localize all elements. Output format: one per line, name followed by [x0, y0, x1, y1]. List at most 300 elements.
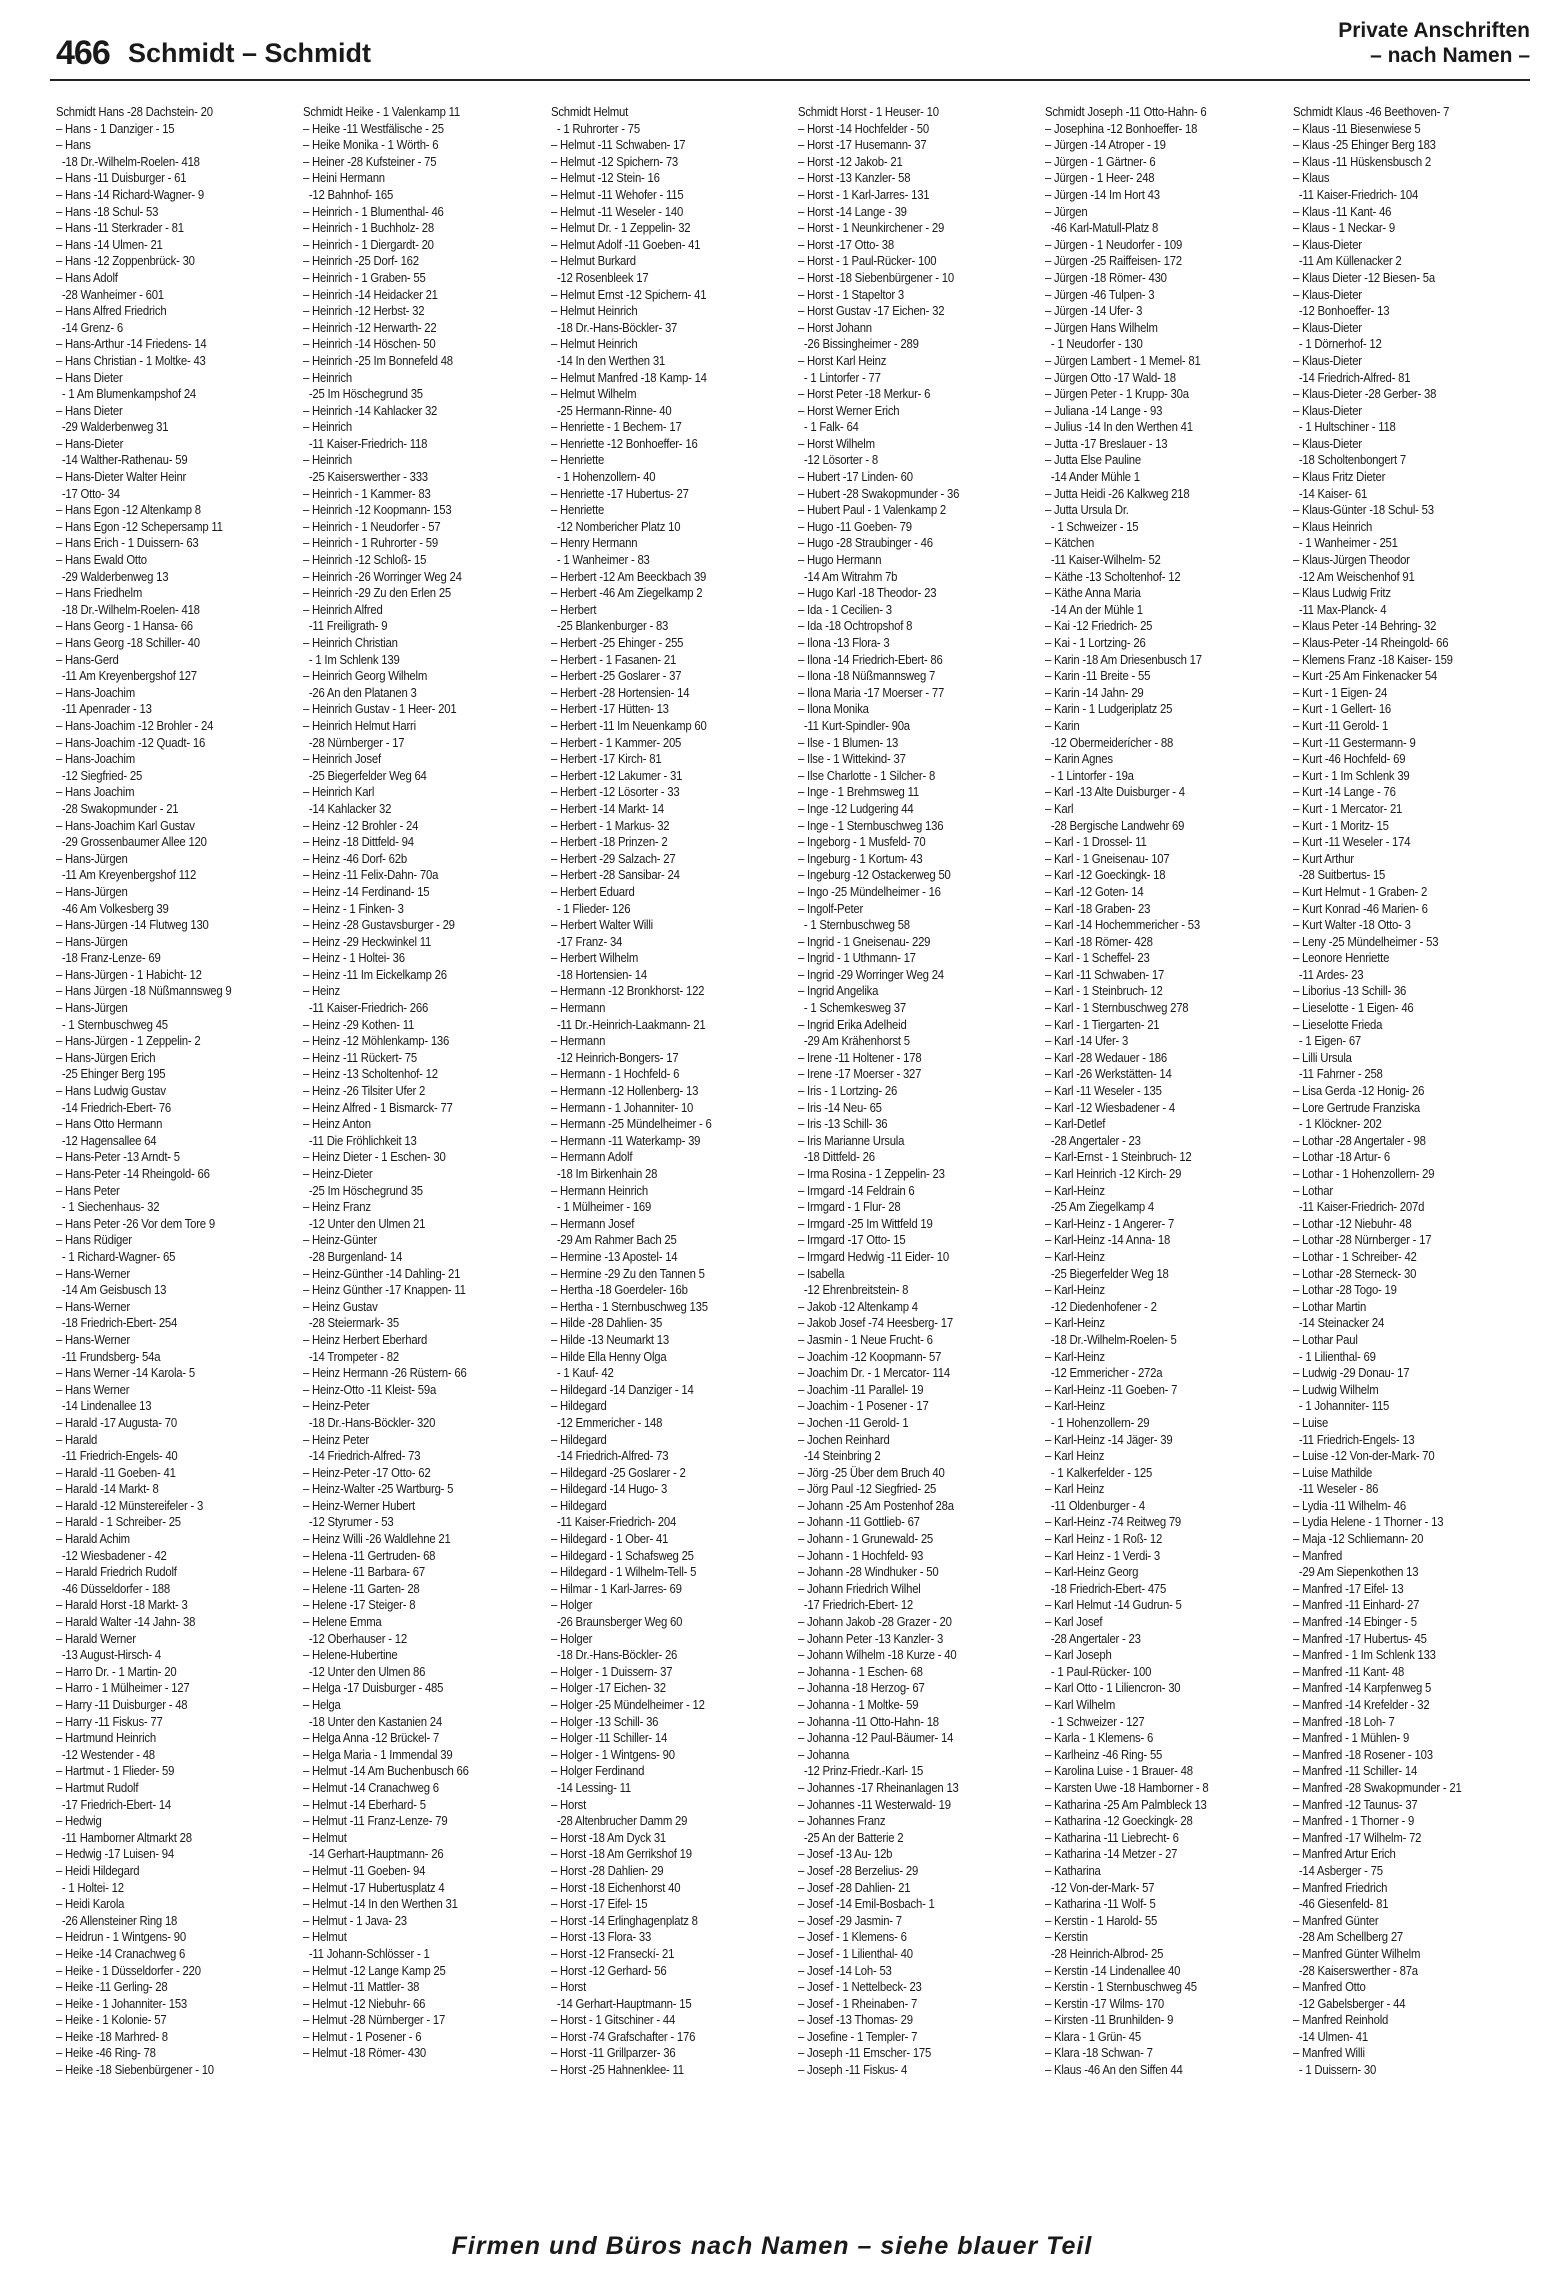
directory-column: [798, 104, 1037, 2184]
directory-entry: – Kurt - 1 Mercator- 21: [1292, 800, 1402, 816]
directory-entry: – Johanna -11 Otto-Hahn- 18: [797, 1713, 939, 1729]
directory-entry: – Katharina -14 Metzer - 27: [1045, 1846, 1178, 1862]
directory-entry: – Ingrid Angelika: [797, 983, 879, 999]
directory-entry: – Hedwig: [56, 1813, 102, 1829]
directory-entry: – Manfred -17 Eifel- 13: [1292, 1580, 1404, 1596]
directory-entry: – Klaus -11 Kant- 46: [1292, 203, 1391, 219]
directory-entry: – Heinz-Peter: [303, 1398, 370, 1414]
directory-entry: -28 Steiermark- 35: [303, 1315, 400, 1331]
directory-entry: – Hans Werner -14 Karola- 5: [56, 1365, 195, 1381]
directory-entry: – Maja -12 Schliemann- 20: [1292, 1531, 1423, 1547]
directory-entry: – Holger - 1 Wintgens- 90: [550, 1746, 675, 1762]
directory-entry: -11 Max-Planck- 4: [1292, 601, 1387, 617]
directory-entry: – Henriette: [550, 452, 604, 468]
directory-entry: -11 Dr.-Heinrich-Laakmann- 21: [550, 1016, 706, 1032]
directory-entry: – Karl -11 Weseler - 135: [1045, 1083, 1163, 1099]
directory-entry: - 1 Lilienthal- 69: [1292, 1348, 1376, 1364]
directory-entry: – Klaus Ludwig Fritz: [1292, 585, 1391, 601]
directory-entry: – Horst -14 Erlinghagenplatz 8: [550, 1912, 698, 1928]
directory-entry: – Karl-Detlef: [1045, 1116, 1106, 1132]
directory-entry: - 1 Sternbuschweg 58: [797, 917, 910, 933]
directory-entry: – Herbert Eduard: [550, 883, 635, 899]
directory-entry: – Hans Rüdiger: [56, 1232, 132, 1248]
directory-entry: -12 Westender - 48: [56, 1746, 155, 1762]
directory-entry: – Jürgen Lambert - 1 Memel- 81: [1045, 352, 1201, 368]
directory-entry: – Jürgen - 1 Gärtner- 6: [1045, 153, 1156, 169]
directory-entry: – Jochen Reinhard: [797, 1431, 890, 1447]
directory-entry: – Inge - 1 Brehmsweg 11: [797, 784, 919, 800]
directory-entry: – Heini Hermann: [303, 170, 386, 186]
directory-entry: -18 Im Birkenhain 28: [550, 1166, 657, 1181]
directory-entry: – Johann -28 Windhuker - 50: [797, 1564, 939, 1580]
directory-entry: – Harald - 1 Schreiber- 25: [56, 1514, 181, 1530]
directory-entry: -12 Emmericher - 148: [550, 1414, 662, 1430]
directory-entry: – Harald -17 Augusta- 70: [56, 1414, 177, 1430]
directory-entry: – Lieselotte - 1 Eigen- 46: [1292, 1000, 1414, 1016]
directory-entry: - 1 Klöckner- 202: [1292, 1116, 1382, 1132]
directory-entry: – Lore Gertrude Franziska: [1292, 1099, 1420, 1115]
directory-entry: – Ida - 1 Cecilien- 3: [797, 601, 892, 617]
directory-entry: – Kai - 1 Lortzing- 26: [1045, 635, 1146, 650]
directory-entry: – Harro Dr. - 1 Martin- 20: [56, 1663, 177, 1679]
directory-entry: – Heinrich - 1 Buchholz- 28: [303, 220, 435, 236]
directory-entry: - 1 Duissern- 30: [1292, 2062, 1376, 2078]
directory-entry: – Horst Karl Heinz: [797, 352, 887, 368]
directory-entry: – Irmgard - 1 Flur- 28: [797, 1199, 901, 1215]
directory-entry: -18 Friedrich-Ebert- 475: [1045, 1580, 1167, 1596]
directory-entry: – Horst -11 Grillparzer- 36: [550, 2045, 676, 2061]
directory-entry: – Hans Adolf: [56, 269, 118, 285]
directory-entry: – Heinz Herbert Eberhard: [303, 1331, 428, 1347]
directory-entry: – Karl - 1 Scheffel- 23: [1045, 950, 1150, 966]
directory-entry: – Ilona -18 Nüßmannsweg 7: [797, 668, 936, 684]
directory-entry: -28 Swakopmunder - 21: [56, 800, 179, 816]
directory-entry: -14 Grenz- 6: [56, 319, 123, 335]
directory-entry: – Heinz - 1 Finken- 3: [303, 900, 405, 916]
directory-entry: -14 An der Mühle 1: [1045, 601, 1144, 617]
directory-entry: – Helmut -12 Lange Kamp 25: [303, 1962, 446, 1978]
directory-entry: – Heinz-Dieter: [303, 1166, 373, 1181]
directory-entry: – Ludwig Wilhelm: [1292, 1381, 1379, 1397]
directory-entry: -29 Am Krähenhorst 5: [797, 1033, 910, 1049]
directory-entry: -11 Kaiser-Friedrich- 266: [303, 1000, 429, 1016]
directory-entry: – Helene -11 Garten- 28: [303, 1580, 420, 1596]
directory-entry: -12 Diedenhofener - 2: [1045, 1298, 1158, 1314]
directory-entry: – Hans-Jürgen Erich: [56, 1049, 156, 1065]
directory-entry: – Helmut - 1 Java- 23: [303, 1912, 408, 1928]
directory-entry: – Käthe Anna Maria: [1045, 585, 1142, 601]
directory-entry: – Heike - 1 Düsseldorfer - 220: [56, 1962, 201, 1978]
directory-entry: – Johanna - 1 Eschen- 68: [797, 1663, 923, 1679]
directory-entry: – Heidi Karola: [56, 1896, 125, 1912]
directory-entry: – Kurt -11 Weseler - 174: [1292, 834, 1410, 850]
directory-entry: – Hans Georg - 1 Hansa- 66: [56, 618, 193, 634]
directory-entry: – Horst -13 Kanzler- 58: [797, 170, 911, 186]
directory-entry: -28 Nürnberger - 17: [303, 734, 405, 750]
directory-entry: – Helmut -14 In den Werthen 31: [303, 1896, 459, 1912]
directory-entry: – Heinrich: [303, 452, 353, 468]
directory-entry: – Johanna: [797, 1746, 850, 1762]
directory-entry: -14 Friedrich-Alfred- 73: [550, 1448, 668, 1464]
directory-entry: -18 Dr.-Wilhelm-Roelen- 418: [56, 601, 200, 617]
directory-entry: – Hartmut - 1 Flieder- 59: [56, 1763, 175, 1779]
directory-entry: – Karl -18 Römer- 428: [1045, 933, 1154, 949]
directory-entry: – Herbert -12 Lösorter - 33: [550, 784, 680, 800]
directory-entry: – Karl-Heinz -14 Jäger- 39: [1045, 1431, 1173, 1447]
directory-entry: -11 Kurt-Spindler- 90a: [797, 717, 910, 733]
directory-entry: – Hilde Ella Henny Olga: [550, 1348, 667, 1364]
directory-entry: – Klaus-Dieter: [1292, 352, 1362, 368]
directory-entry: – Holger -13 Schill- 36: [550, 1713, 658, 1729]
directory-entry: – Heinz-Werner Hubert: [303, 1497, 416, 1513]
directory-entry: - 1 Hultschiner - 118: [1292, 419, 1396, 435]
directory-column: [56, 104, 295, 2184]
directory-entry: – Josef -13 Au- 12b: [797, 1846, 893, 1862]
directory-entry: – Holger -25 Mündelheimer - 12: [550, 1697, 705, 1712]
directory-entry: – Heiner -28 Kufsteiner - 75: [303, 153, 437, 169]
directory-entry: – Hans Friedhelm: [56, 585, 143, 601]
directory-entry: – Ingrid -29 Worringer Weg 24: [797, 966, 944, 982]
directory-entry: – Henry Hermann: [550, 535, 637, 551]
directory-entry: – Jochen -11 Gerold- 1: [797, 1414, 909, 1430]
directory-entry: – Manfred -11 Schiller- 14: [1292, 1763, 1417, 1779]
directory-entry: – Heinrich -25 Im Bonnefeld 48: [303, 352, 454, 368]
directory-entry: - 1 Paul-Rücker- 100: [1045, 1663, 1152, 1679]
directory-entry: – Hildegard: [550, 1497, 607, 1513]
directory-entry: -12 Unter den Ulmen 21: [303, 1215, 426, 1231]
directory-entry: – Heinrich - 1 Ruhrorter - 59: [303, 535, 439, 551]
directory-entry: – Josef -14 Loh- 53: [797, 1962, 892, 1978]
directory-entry: – Heike -11 Gerling- 28: [56, 1979, 168, 1995]
directory-entry: – Klaus -46 An den Siffen 44: [1045, 2062, 1183, 2078]
directory-entry: – Hans -14 Ulmen- 21: [56, 236, 163, 252]
directory-entry: -11 Friedrich-Engels- 40: [56, 1448, 178, 1464]
directory-entry: – Jürgen -46 Tulpen- 3: [1045, 286, 1155, 302]
directory-entry: - 1 Dörnerhof- 12: [1292, 336, 1382, 352]
directory-entry: – Hartmut Rudolf: [56, 1779, 139, 1795]
directory-entry: -28 Am Schellberg 27: [1292, 1929, 1403, 1945]
directory-entry: -14 Trompeter - 82: [303, 1348, 400, 1364]
directory-entry: – Kurt - 1 Im Schlenk 39: [1292, 767, 1410, 783]
directory-entry: – Heinz Alfred - 1 Bismarck- 77: [303, 1099, 453, 1115]
directory-entry: – Karl Josef: [1045, 1614, 1103, 1630]
directory-entry: – Josef - 1 Rheinaben- 7: [797, 1995, 918, 2011]
directory-entry: – Kurt - 1 Moritz- 15: [1292, 817, 1389, 833]
section-title-line2: – nach Namen –: [1370, 44, 1530, 67]
directory-entry: – Hermann -11 Waterkamp- 39: [550, 1132, 700, 1148]
directory-entry: -11 Am Kreyenbergshof 127: [56, 668, 197, 684]
directory-entry: – Karl-Heinz Georg: [1045, 1564, 1139, 1580]
directory-entry: – Jürgen Otto -17 Wald- 18: [1045, 369, 1177, 385]
directory-entry: – Klaus-Dieter: [1292, 286, 1362, 302]
directory-entry: -29 Walderbenweg 13: [56, 568, 169, 584]
directory-entry: -14 Gerhart-Hauptmann- 15: [550, 1995, 692, 2011]
directory-entry: – Horst Wilhelm: [797, 435, 875, 451]
directory-entry: – Hans Joachim: [56, 784, 135, 800]
directory-entry: – Johann Jakob -28 Grazer - 20: [797, 1614, 952, 1630]
directory-entry: – Herbert: [550, 601, 597, 617]
directory-entry: – Horst -17 Otto- 38: [797, 236, 894, 252]
directory-entry: – Hans-Gerd: [56, 651, 119, 667]
directory-entry: – Helene -17 Steiger- 8: [303, 1597, 416, 1613]
directory-entry: – Hans -18 Schul- 53: [56, 203, 159, 219]
directory-entry: – Heinz Willi -26 Waldlehne 21: [303, 1531, 451, 1547]
directory-entry: – Johannes -17 Rheinanlagen 13: [797, 1779, 959, 1795]
directory-entry: – Horst -18 Am Gerrikshof 19: [550, 1846, 692, 1862]
directory-entry: – Hans-Peter -14 Rheingold- 66: [56, 1166, 210, 1181]
directory-entry: -11 Oldenburger - 4: [1045, 1497, 1146, 1513]
directory-entry: -17 Franz- 34: [550, 933, 622, 949]
directory-entry: -18 Unter den Kastanien 24: [303, 1713, 443, 1729]
directory-entry: – Klaus -11 Hüskensbusch 2: [1292, 153, 1431, 169]
directory-entry: – Isabella: [797, 1265, 845, 1281]
directory-entry: – Hans - 1 Danziger - 15: [56, 120, 175, 136]
directory-entry: – Herbert - 1 Fasanen- 21: [550, 651, 676, 667]
directory-entry: -11 Hamborner Altmarkt 28: [56, 1829, 192, 1845]
directory-entry: – Karl-Heinz: [1045, 1398, 1106, 1414]
directory-entry: – Horst -18 Am Dyck 31: [550, 1829, 666, 1845]
directory-entry: - 1 Richard-Wagner- 65: [56, 1248, 176, 1264]
directory-entry: – Hans-Dieter Walter Heinr: [56, 469, 187, 485]
directory-entry: – Jasmin - 1 Neue Frucht- 6: [797, 1331, 933, 1347]
directory-entry: – Manfred - 1 Thorner - 9: [1292, 1813, 1414, 1829]
directory-entry: -11 Apenrader - 13: [56, 701, 152, 717]
directory-entry: – Hans-Jürgen - 1 Zeppelin- 2: [56, 1033, 201, 1049]
directory-entry: – Herbert - 1 Markus- 32: [550, 817, 670, 833]
directory-entry: – Karl-Ernst - 1 Steinbruch- 12: [1045, 1149, 1192, 1165]
directory-entry: – Manfred Günter Wilhelm: [1292, 1945, 1420, 1961]
directory-entry: – Heinz Gustav: [303, 1298, 378, 1314]
directory-entry: – Karl Heinz - 1 Roß- 12: [1045, 1531, 1163, 1547]
directory-entry: – Helmut Heinrich: [550, 336, 638, 352]
directory-entry: – Kurt - 1 Gellert- 16: [1292, 701, 1391, 717]
directory-entry: – Klaus Peter -14 Behring- 32: [1292, 618, 1436, 634]
directory-entry: – Hans Christian - 1 Moltke- 43: [56, 352, 206, 368]
directory-entry: – Heinz -29 Heckwinkel 11: [303, 933, 432, 949]
directory-entry: – Ingo -25 Mündelheimer - 16: [797, 883, 941, 899]
directory-entry: – Hubert -17 Linden- 60: [797, 469, 913, 485]
directory-entry: – Kurt Walter -18 Otto- 3: [1292, 917, 1411, 933]
directory-entry: -14 Kahlacker 32: [303, 800, 392, 816]
directory-entry: -18 Dr.-Wilhelm-Roelen- 5: [1045, 1331, 1177, 1347]
directory-entry: – Hans Alfred Friedrich: [56, 303, 167, 319]
directory-entry: – Horst - 1 Stapeltor 3: [797, 286, 904, 302]
directory-entry: – Hans Peter -26 Vor dem Tore 9: [56, 1215, 215, 1231]
directory-entry: – Klaus-Günter -18 Schul- 53: [1292, 502, 1434, 518]
directory-entry: – Horst: [550, 1796, 586, 1812]
directory-entry: – Horst: [550, 1979, 586, 1995]
directory-entry: - 1 Im Schlenk 139: [303, 651, 400, 667]
directory-entry: -12 Siegfried- 25: [56, 767, 143, 783]
directory-entry: – Horst - 1 Paul-Rücker- 100: [797, 253, 937, 269]
directory-entry: – Hermine -13 Apostel- 14: [550, 1248, 678, 1264]
directory-entry: – Manfred -14 Ebinger - 5: [1292, 1614, 1417, 1630]
section-title-line1: Private Anschriften: [1338, 19, 1530, 42]
directory-entry: – Klaus - 1 Neckar- 9: [1292, 220, 1395, 236]
directory-entry: – Hartmund Heinrich: [56, 1730, 156, 1746]
directory-columns: [56, 104, 1532, 2184]
directory-entry: – Karl -12 Goeckingk- 18: [1045, 867, 1166, 883]
directory-entry: -12 Oberhauser - 12: [303, 1630, 408, 1646]
directory-entry: – Heidrun - 1 Wintgens- 90: [56, 1929, 186, 1945]
directory-entry: – Lothar - 1 Hohenzollern- 29: [1292, 1166, 1434, 1181]
directory-entry: – Herbert -28 Sansibar- 24: [550, 867, 680, 883]
directory-entry: – Ingeborg - 1 Musfeld- 70: [797, 834, 926, 850]
directory-entry: – Josef -29 Jasmin- 7: [797, 1912, 902, 1928]
directory-entry: – Hermann - 1 Johanniter- 10: [550, 1099, 693, 1115]
directory-entry: – Helene-Hubertine: [303, 1647, 398, 1663]
directory-entry: – Karin - 1 Ludgeriplatz 25: [1045, 701, 1173, 717]
directory-entry: – Heinz -29 Kothen- 11: [303, 1016, 415, 1032]
directory-entry: – Karl-Heinz -74 Reitweg 79: [1045, 1514, 1182, 1530]
directory-entry: Schmidt Hans -28 Dachstein- 20: [56, 104, 213, 119]
directory-entry: -17 Friedrich-Ebert- 14: [56, 1796, 172, 1812]
directory-entry: – Helmut Adolf -11 Goeben- 41: [550, 236, 700, 252]
directory-entry: – Hans Peter: [56, 1182, 120, 1198]
directory-entry: -28 Altenbrucher Damm 29: [550, 1813, 687, 1829]
directory-entry: – Jürgen - 1 Neudorfer - 109: [1045, 236, 1183, 252]
directory-entry: – Josef - 1 Nettelbeck- 23: [797, 1979, 922, 1995]
directory-entry: – Irmgard -25 Im Wittfeld 19: [797, 1215, 933, 1231]
directory-entry: -18 Dr.-Hans-Böckler- 26: [550, 1647, 677, 1663]
directory-entry: – Heinz -11 Rückert- 75: [303, 1049, 418, 1065]
directory-entry: – Heinrich -25 Dorf- 162: [303, 253, 420, 269]
directory-entry: – Helmut -14 Am Buchenbusch 66: [303, 1763, 469, 1779]
directory-entry: – Hans-Joachim: [56, 751, 135, 767]
directory-entry: – Harald Friedrich Rudolf: [56, 1564, 177, 1580]
directory-entry: -11 Kaiser-Friedrich- 118: [303, 435, 428, 451]
directory-entry: – Karl - 1 Steinbruch- 12: [1045, 983, 1163, 999]
directory-entry: -14 Am Witrahm 7b: [797, 568, 898, 584]
directory-entry: – Heinrich -14 Höschen- 50: [303, 336, 436, 352]
directory-entry: – Ilse Charlotte - 1 Silcher- 8: [797, 767, 936, 783]
directory-entry: – Hans Erich - 1 Duissern- 63: [56, 535, 199, 551]
directory-entry: – Johanna -18 Herzog- 67: [797, 1680, 925, 1696]
directory-entry: – Lothar -18 Artur- 6: [1292, 1149, 1390, 1165]
directory-entry: – Heinz -12 Möhlenkamp- 136: [303, 1033, 450, 1049]
directory-entry: -12 Obermeiderícher - 88: [1045, 734, 1174, 750]
directory-entry: – Katharina: [1045, 1862, 1101, 1878]
directory-entry: – Irmgard -14 Feldrain 6: [797, 1182, 915, 1198]
directory-entry: -11 Die Fröhlichkeit 13: [303, 1132, 417, 1148]
directory-entry: – Heinrich - 1 Kammer- 83: [303, 485, 431, 501]
directory-entry: – Kirsten -11 Brunhilden- 9: [1045, 2012, 1174, 2028]
directory-entry: – Heike -14 Cranachweg 6: [56, 1945, 186, 1961]
directory-entry: – Hans Werner: [56, 1381, 130, 1397]
directory-entry: – Holger: [550, 1630, 592, 1646]
directory-entry: – Karl - 1 Drossel- 11: [1045, 834, 1147, 850]
directory-entry: – Helmut Dr. - 1 Zeppelin- 32: [550, 220, 691, 236]
directory-entry: – Hans-Jürgen -14 Flutweg 130: [56, 917, 209, 933]
directory-entry: – Iris -14 Neu- 65: [797, 1099, 882, 1115]
directory-entry: – Josef - 1 Klemens- 6: [797, 1929, 907, 1945]
directory-entry: – Klara -18 Schwan- 7: [1045, 2045, 1154, 2061]
directory-entry: -28 Kaiserswerther - 87a: [1292, 1962, 1418, 1978]
directory-entry: Schmidt Klaus -46 Beethoven- 7: [1292, 104, 1449, 119]
directory-entry: – Klaus Fritz Dieter: [1292, 469, 1385, 485]
directory-entry: – Kurt Arthur: [1292, 850, 1354, 866]
directory-entry: – Karl -14 Hochemmericher - 53: [1045, 917, 1201, 933]
directory-entry: – Heinz Dieter - 1 Eschen- 30: [303, 1149, 446, 1165]
directory-entry: -14 Friedrich-Ebert- 76: [56, 1099, 172, 1115]
directory-entry: – Ingrid - 1 Gneisenau- 229: [797, 933, 931, 949]
directory-entry: -11 Ardes- 23: [1292, 966, 1363, 982]
directory-entry: – Heinz -14 Ferdinand- 15: [303, 883, 430, 899]
directory-entry: – Harald Walter -14 Jahn- 38: [56, 1614, 196, 1630]
directory-entry: – Joseph -11 Emscher- 175: [797, 2045, 932, 2061]
directory-entry: – Heinz-Walter -25 Wartburg- 5: [303, 1481, 454, 1497]
directory-entry: – Hermann -12 Bronkhorst- 122: [550, 983, 704, 999]
directory-entry: – Josef - 1 Lilienthal- 40: [797, 1945, 913, 1961]
page-header: [50, 0, 1530, 80]
directory-entry: – Johann - 1 Hochfeld- 93: [797, 1547, 924, 1563]
directory-entry: – Horst - 1 Neunkirchener - 29: [797, 220, 945, 236]
directory-entry: – Ingrid - 1 Uthmann- 17: [797, 950, 916, 966]
directory-entry: -12 Gabelsberger - 44: [1292, 1995, 1405, 2011]
directory-entry: – Horst - 1 Karl-Jarres- 131: [797, 186, 930, 202]
directory-entry: – Kerstin - 1 Sternbuschweg 45: [1045, 1979, 1198, 1995]
directory-entry: – Klaus Dieter -12 Biesen- 5a: [1292, 269, 1435, 285]
directory-entry: – Luise: [1292, 1414, 1328, 1430]
directory-entry: – Klaus-Dieter: [1292, 319, 1362, 335]
directory-entry: – Horst -18 Siebenbürgener - 10: [797, 269, 954, 285]
directory-entry: – Kurt -11 Gestermann- 9: [1292, 734, 1416, 750]
directory-entry: – Kerstin -17 Wilms- 170: [1045, 1995, 1165, 2011]
directory-entry: – Kurt -14 Lange - 76: [1292, 784, 1396, 800]
directory-entry: – Heinz-Peter -17 Otto- 62: [303, 1464, 431, 1480]
directory-entry: – Karl -18 Graben- 23: [1045, 900, 1151, 916]
directory-column: [1045, 104, 1284, 2184]
directory-entry: – Heinz -13 Scholtenhof- 12: [303, 1066, 439, 1082]
directory-entry: – Klaus -25 Ehinger Berg 183: [1292, 137, 1436, 153]
directory-entry: – Lisa Gerda -12 Honig- 26: [1292, 1083, 1424, 1099]
directory-entry: -25 Biegerfelder Weg 64: [303, 767, 427, 783]
directory-entry: -12 Bonhoeffer- 13: [1292, 303, 1390, 319]
directory-entry: – Horst - 1 Gitschiner - 44: [550, 2012, 675, 2028]
directory-entry: – Josef -13 Thomas- 29: [797, 2012, 913, 2028]
directory-entry: – Hildegard -14 Hugo- 3: [550, 1481, 667, 1497]
directory-entry: – Manfred Günter: [1292, 1912, 1379, 1928]
directory-entry: -12 Styrumer - 53: [303, 1514, 394, 1530]
directory-entry: – Jakob Josef -74 Heesberg- 17: [797, 1315, 953, 1331]
directory-entry: – Hans-Joachim Karl Gustav: [56, 817, 195, 833]
directory-entry: - 1 Lintorfer - 77: [797, 369, 881, 385]
directory-entry: – Herbert -25 Goslarer - 37: [550, 668, 682, 684]
directory-entry: – Ingolf-Peter: [797, 900, 864, 916]
directory-entry: – Helmut -11 Schwaben- 17: [550, 137, 686, 153]
directory-entry: – Karl Joseph: [1045, 1647, 1112, 1663]
directory-entry: – Heinrich -26 Worringer Weg 24: [303, 568, 463, 584]
directory-entry: – Lothar Martin: [1292, 1298, 1366, 1314]
directory-entry: – Helga Maria - 1 Immendal 39: [303, 1746, 453, 1762]
directory-entry: – Karin -11 Breite - 55: [1045, 668, 1151, 684]
directory-entry: – Karin: [1045, 717, 1080, 733]
directory-entry: -14 Gerhart-Hauptmann- 26: [303, 1846, 444, 1862]
directory-entry: – Karl Heinz: [1045, 1448, 1105, 1464]
directory-entry: – Hilde -13 Neumarkt 13: [550, 1331, 669, 1347]
directory-entry: – Ilona Maria -17 Moerser - 77: [797, 684, 945, 700]
directory-entry: – Hildegard: [550, 1431, 607, 1447]
directory-entry: – Manfred - 1 Im Schlenk 133: [1292, 1647, 1436, 1663]
directory-entry: – Kurt -46 Hochfeld- 69: [1292, 751, 1405, 767]
directory-entry: -11 Friedrich-Engels- 13: [1292, 1431, 1415, 1447]
directory-entry: – Helene -11 Barbara- 67: [303, 1564, 426, 1580]
directory-entry: – Klaus-Dieter: [1292, 435, 1362, 451]
directory-entry: – Lothar -28 Togo- 19: [1292, 1282, 1397, 1298]
directory-entry: – Irmgard Hedwig -11 Eider- 10: [797, 1248, 949, 1264]
directory-entry: – Hans-Jürgen: [56, 850, 128, 866]
directory-entry: -14 Walther-Rathenau- 59: [56, 452, 188, 468]
